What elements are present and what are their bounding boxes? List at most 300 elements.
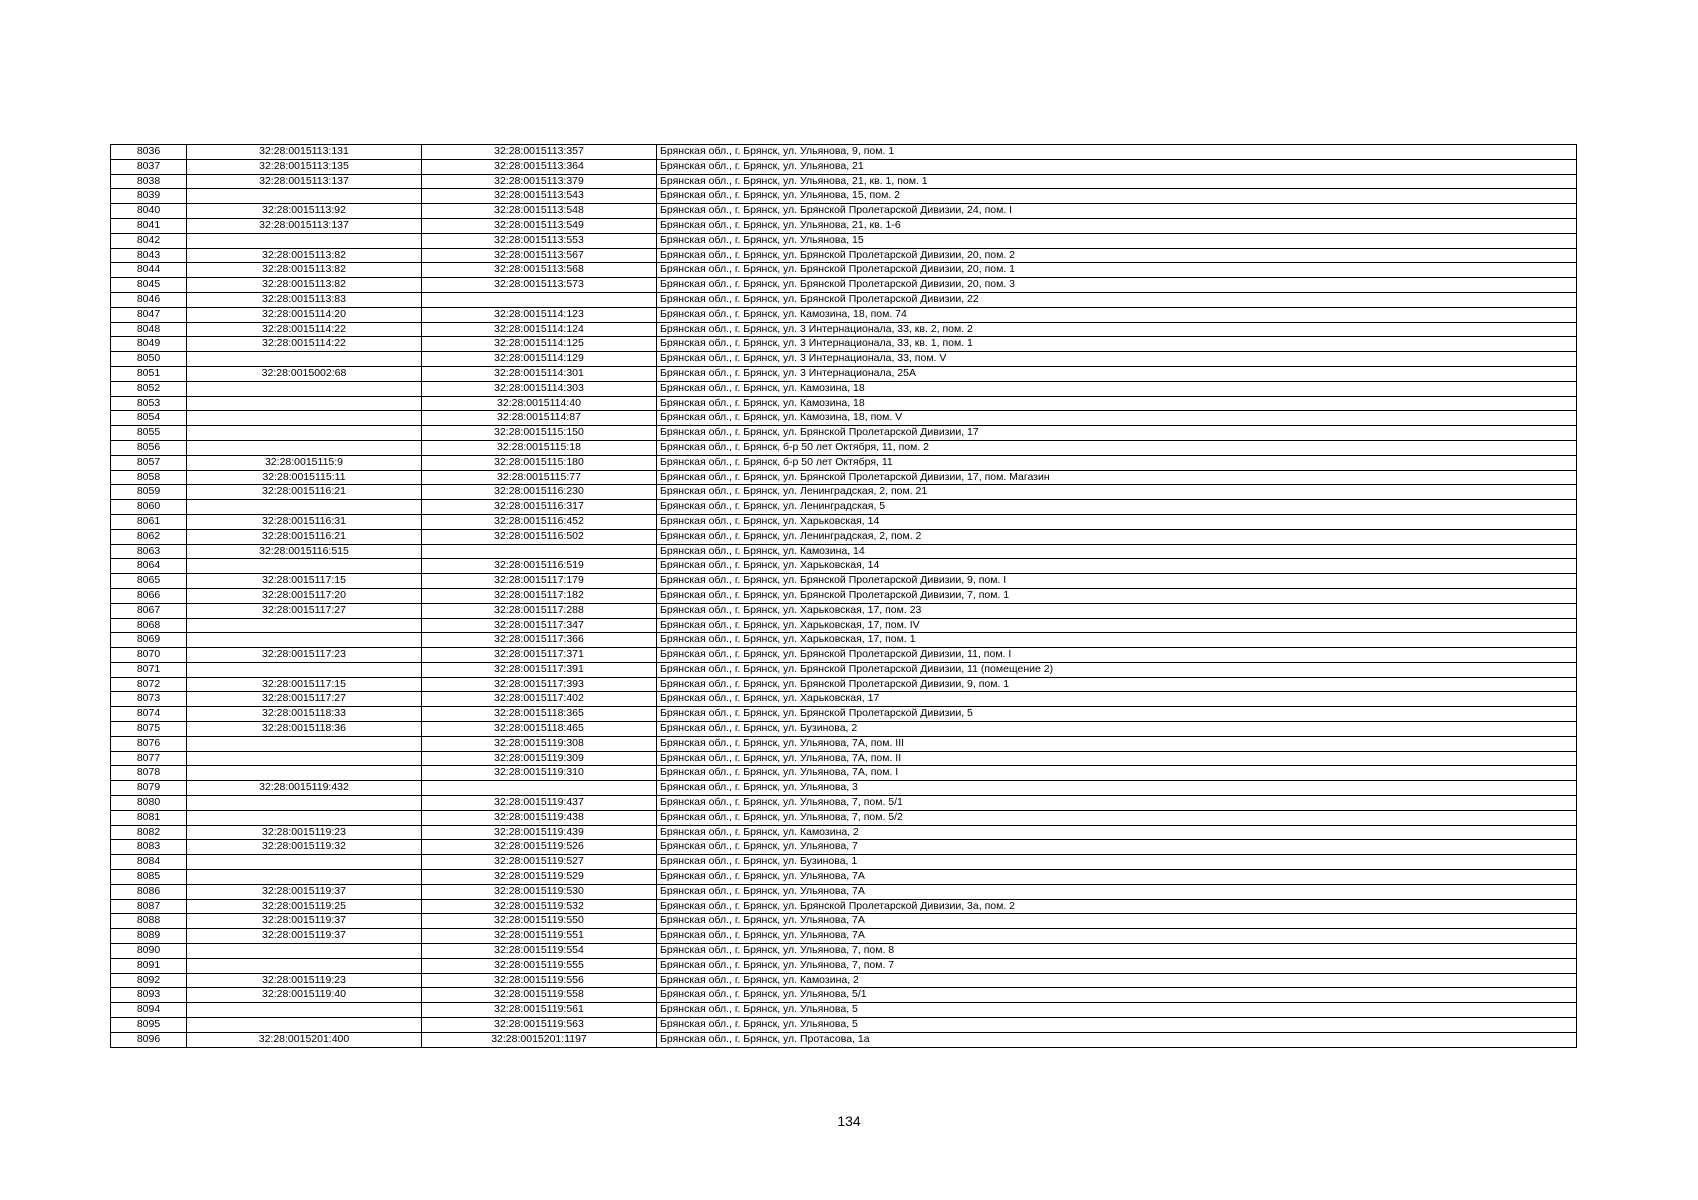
table-row [111, 707, 1577, 722]
land-cadastral-number-cell [187, 381, 422, 396]
row-number-cell: 8073 [111, 692, 187, 707]
object-cadastral-number-cell: 32:28:0015114:87 [422, 411, 657, 426]
address-cell: Брянская обл., г. Брянск, ул. Ульянова, 5/1 [657, 988, 1577, 1003]
table-row [111, 470, 1577, 485]
table-row [111, 145, 1577, 160]
land-cadastral-number-cell [187, 766, 422, 781]
row-number-cell: 8059 [111, 485, 187, 500]
table-row [111, 337, 1577, 352]
address-cell: Брянская обл., г. Брянск, ул. Ульянова, 7, пом. 5/2 [657, 810, 1577, 825]
address-cell: Брянская обл., г. Брянск, ул. Бузинова, 1 [657, 855, 1577, 870]
address-cell: Брянская обл., г. Брянск, б-р 50 лет Октября, 11 [657, 455, 1577, 470]
object-cadastral-number-cell: 32:28:0015117:182 [422, 588, 657, 603]
address-cell: Брянская обл., г. Брянск, ул. Брянской Пролетарской Дивизии, 22 [657, 292, 1577, 307]
land-cadastral-number-cell [187, 751, 422, 766]
land-cadastral-number-cell: 32:28:0015114:20 [187, 307, 422, 322]
land-cadastral-number-cell [187, 870, 422, 885]
land-cadastral-number-cell [187, 440, 422, 455]
object-cadastral-number-cell: 32:28:0015201:1197 [422, 1032, 657, 1047]
row-number-cell: 8087 [111, 899, 187, 914]
table-row [111, 159, 1577, 174]
land-cadastral-number-cell [187, 618, 422, 633]
land-cadastral-number-cell [187, 810, 422, 825]
table-row [111, 559, 1577, 574]
table-row [111, 204, 1577, 219]
object-cadastral-number-cell: 32:28:0015114:303 [422, 381, 657, 396]
object-cadastral-number-cell: 32:28:0015119:310 [422, 766, 657, 781]
object-cadastral-number-cell: 32:28:0015119:550 [422, 914, 657, 929]
address-cell: Брянская обл., г. Брянск, ул. Ульянова, 7А, пом. II [657, 751, 1577, 766]
address-cell: Брянская обл., г. Брянск, ул. Ульянова, 3 [657, 781, 1577, 796]
table-row [111, 514, 1577, 529]
table-row [111, 899, 1577, 914]
object-cadastral-number-cell: 32:28:0015117:179 [422, 574, 657, 589]
land-cadastral-number-cell [187, 1018, 422, 1033]
table-row [111, 944, 1577, 959]
address-cell: Брянская обл., г. Брянск, б-р 50 лет Октября, 11, пом. 2 [657, 440, 1577, 455]
table-row [111, 781, 1577, 796]
row-number-cell: 8039 [111, 189, 187, 204]
object-cadastral-number-cell: 32:28:0015119:529 [422, 870, 657, 885]
table-row [111, 292, 1577, 307]
row-number-cell: 8074 [111, 707, 187, 722]
object-cadastral-number-cell: 32:28:0015115:77 [422, 470, 657, 485]
object-cadastral-number-cell: 32:28:0015119:438 [422, 810, 657, 825]
row-number-cell: 8081 [111, 810, 187, 825]
land-cadastral-number-cell: 32:28:0015117:20 [187, 588, 422, 603]
table-row [111, 722, 1577, 737]
land-cadastral-number-cell: 32:28:0015116:31 [187, 514, 422, 529]
object-cadastral-number-cell: 32:28:0015114:124 [422, 322, 657, 337]
row-number-cell: 8080 [111, 796, 187, 811]
row-number-cell: 8042 [111, 233, 187, 248]
row-number-cell: 8036 [111, 145, 187, 160]
land-cadastral-number-cell: 32:28:0015002:68 [187, 366, 422, 381]
object-cadastral-number-cell: 32:28:0015119:561 [422, 1003, 657, 1018]
object-cadastral-number-cell: 32:28:0015113:548 [422, 204, 657, 219]
row-number-cell: 8096 [111, 1032, 187, 1047]
address-cell: Брянская обл., г. Брянск, ул. Ульянова, 7А, пом. III [657, 736, 1577, 751]
object-cadastral-number-cell: 32:28:0015119:308 [422, 736, 657, 751]
table-row [111, 485, 1577, 500]
object-cadastral-number-cell: 32:28:0015113:553 [422, 233, 657, 248]
object-cadastral-number-cell: 32:28:0015119:563 [422, 1018, 657, 1033]
row-number-cell: 8086 [111, 884, 187, 899]
table-row [111, 411, 1577, 426]
address-cell: Брянская обл., г. Брянск, ул. Брянской Пролетарской Дивизии, 9, пом. I [657, 574, 1577, 589]
object-cadastral-number-cell: 32:28:0015119:551 [422, 929, 657, 944]
address-cell: Брянская обл., г. Брянск, ул. Протасова, 1а [657, 1032, 1577, 1047]
row-number-cell: 8067 [111, 603, 187, 618]
object-cadastral-number-cell: 32:28:0015115:18 [422, 440, 657, 455]
object-cadastral-number-cell: 32:28:0015113:364 [422, 159, 657, 174]
table-row [111, 1018, 1577, 1033]
land-cadastral-number-cell: 32:28:0015113:82 [187, 278, 422, 293]
address-cell: Брянская обл., г. Брянск, ул. Ленинградская, 5 [657, 500, 1577, 515]
row-number-cell: 8090 [111, 944, 187, 959]
address-cell: Брянская обл., г. Брянск, ул. Ульянова, 15 [657, 233, 1577, 248]
table-row [111, 500, 1577, 515]
row-number-cell: 8077 [111, 751, 187, 766]
row-number-cell: 8060 [111, 500, 187, 515]
address-cell: Брянская обл., г. Брянск, ул. Харьковская, 14 [657, 514, 1577, 529]
object-cadastral-number-cell: 32:28:0015119:555 [422, 958, 657, 973]
address-cell: Брянская обл., г. Брянск, ул. Брянской Пролетарской Дивизии, 17 [657, 426, 1577, 441]
address-cell: Брянская обл., г. Брянск, ул. Ульянова, 9, пом. 1 [657, 145, 1577, 160]
table-row [111, 692, 1577, 707]
object-cadastral-number-cell: 32:28:0015117:347 [422, 618, 657, 633]
table-row [111, 307, 1577, 322]
land-cadastral-number-cell: 32:28:0015119:40 [187, 988, 422, 1003]
land-cadastral-number-cell [187, 500, 422, 515]
address-cell: Брянская обл., г. Брянск, ул. Ленинградская, 2, пом. 21 [657, 485, 1577, 500]
table-row [111, 766, 1577, 781]
row-number-cell: 8051 [111, 366, 187, 381]
land-cadastral-number-cell [187, 189, 422, 204]
row-number-cell: 8070 [111, 648, 187, 663]
land-cadastral-number-cell: 32:28:0015119:32 [187, 840, 422, 855]
address-cell: Брянская обл., г. Брянск, ул. Ульянова, 5 [657, 1018, 1577, 1033]
object-cadastral-number-cell: 32:28:0015119:309 [422, 751, 657, 766]
row-number-cell: 8038 [111, 174, 187, 189]
row-number-cell: 8075 [111, 722, 187, 737]
address-cell: Брянская обл., г. Брянск, ул. Ульянова, 15, пом. 2 [657, 189, 1577, 204]
land-cadastral-number-cell: 32:28:0015115:11 [187, 470, 422, 485]
table-row [111, 662, 1577, 677]
table-row [111, 810, 1577, 825]
address-cell: Брянская обл., г. Брянск, ул. Ульянова, 7А [657, 884, 1577, 899]
land-cadastral-number-cell [187, 396, 422, 411]
table-row [111, 233, 1577, 248]
object-cadastral-number-cell: 32:28:0015119:556 [422, 973, 657, 988]
row-number-cell: 8072 [111, 677, 187, 692]
address-cell: Брянская обл., г. Брянск, ул. Камозина, 2 [657, 825, 1577, 840]
land-cadastral-number-cell [187, 233, 422, 248]
object-cadastral-number-cell: 32:28:0015117:366 [422, 633, 657, 648]
address-cell: Брянская обл., г. Брянск, ул. Ульянова, 7А [657, 870, 1577, 885]
table-row [111, 396, 1577, 411]
row-number-cell: 8053 [111, 396, 187, 411]
object-cadastral-number-cell: 32:28:0015119:530 [422, 884, 657, 899]
address-cell: Брянская обл., г. Брянск, ул. Камозина, 18 [657, 396, 1577, 411]
table-row [111, 381, 1577, 396]
land-cadastral-number-cell: 32:28:0015114:22 [187, 337, 422, 352]
row-number-cell: 8093 [111, 988, 187, 1003]
land-cadastral-number-cell: 32:28:0015116:515 [187, 544, 422, 559]
object-cadastral-number-cell: 32:28:0015119:532 [422, 899, 657, 914]
address-cell: Брянская обл., г. Брянск, ул. Харьковская, 14 [657, 559, 1577, 574]
table-row [111, 648, 1577, 663]
table-row [111, 426, 1577, 441]
row-number-cell: 8058 [111, 470, 187, 485]
land-cadastral-number-cell [187, 944, 422, 959]
land-cadastral-number-cell: 32:28:0015119:37 [187, 884, 422, 899]
row-number-cell: 8095 [111, 1018, 187, 1033]
object-cadastral-number-cell: 32:28:0015113:549 [422, 218, 657, 233]
address-cell: Брянская обл., г. Брянск, ул. Ульянова, 7 [657, 840, 1577, 855]
address-cell: Брянская обл., г. Брянск, ул. Брянской Пролетарской Дивизии, 11 (помещение 2) [657, 662, 1577, 677]
land-cadastral-number-cell: 32:28:0015113:137 [187, 218, 422, 233]
table-row [111, 574, 1577, 589]
address-cell: Брянская обл., г. Брянск, ул. Ульянова, 21, кв. 1-6 [657, 218, 1577, 233]
land-cadastral-number-cell [187, 633, 422, 648]
land-cadastral-number-cell [187, 426, 422, 441]
table-row [111, 677, 1577, 692]
object-cadastral-number-cell: 32:28:0015114:123 [422, 307, 657, 322]
table-row [111, 796, 1577, 811]
address-cell: Брянская обл., г. Брянск, ул. Камозина, 18, пом. 74 [657, 307, 1577, 322]
address-cell: Брянская обл., г. Брянск, ул. 3 Интернационала, 33, пом. V [657, 352, 1577, 367]
object-cadastral-number-cell: 32:28:0015116:502 [422, 529, 657, 544]
object-cadastral-number-cell: 32:28:0015114:125 [422, 337, 657, 352]
table-row [111, 529, 1577, 544]
land-cadastral-number-cell: 32:28:0015117:27 [187, 603, 422, 618]
address-cell: Брянская обл., г. Брянск, ул. Камозина, 18, пом. V [657, 411, 1577, 426]
address-cell: Брянская обл., г. Брянск, ул. Брянской Пролетарской Дивизии, 24, пом. I [657, 204, 1577, 219]
land-cadastral-number-cell: 32:28:0015113:82 [187, 263, 422, 278]
table-row [111, 544, 1577, 559]
land-cadastral-number-cell: 32:28:0015201:400 [187, 1032, 422, 1047]
table-row [111, 825, 1577, 840]
land-cadastral-number-cell: 32:28:0015113:92 [187, 204, 422, 219]
land-cadastral-number-cell: 32:28:0015118:36 [187, 722, 422, 737]
row-number-cell: 8082 [111, 825, 187, 840]
row-number-cell: 8056 [111, 440, 187, 455]
address-cell: Брянская обл., г. Брянск, ул. Ульянова, 7А [657, 914, 1577, 929]
object-cadastral-number-cell: 32:28:0015119:558 [422, 988, 657, 1003]
row-number-cell: 8046 [111, 292, 187, 307]
object-cadastral-number-cell: 32:28:0015117:391 [422, 662, 657, 677]
land-cadastral-number-cell [187, 559, 422, 574]
table-row [111, 189, 1577, 204]
address-cell: Брянская обл., г. Брянск, ул. Брянской Пролетарской Дивизии, 17, пом. Магазин [657, 470, 1577, 485]
table-row [111, 855, 1577, 870]
land-cadastral-number-cell: 32:28:0015117:23 [187, 648, 422, 663]
address-cell: Брянская обл., г. Брянск, ул. Брянской Пролетарской Дивизии, 3а, пом. 2 [657, 899, 1577, 914]
row-number-cell: 8062 [111, 529, 187, 544]
object-cadastral-number-cell: 32:28:0015113:379 [422, 174, 657, 189]
land-cadastral-number-cell [187, 958, 422, 973]
table-row [111, 455, 1577, 470]
address-cell: Брянская обл., г. Брянск, ул. Ульянова, 7, пом. 5/1 [657, 796, 1577, 811]
address-cell: Брянская обл., г. Брянск, ул. Ульянова, 7, пом. 8 [657, 944, 1577, 959]
object-cadastral-number-cell: 32:28:0015114:301 [422, 366, 657, 381]
land-cadastral-number-cell [187, 662, 422, 677]
row-number-cell: 8083 [111, 840, 187, 855]
object-cadastral-number-cell: 32:28:0015117:371 [422, 648, 657, 663]
row-number-cell: 8094 [111, 1003, 187, 1018]
land-cadastral-number-cell [187, 1003, 422, 1018]
object-cadastral-number-cell: 32:28:0015117:393 [422, 677, 657, 692]
table-row [111, 278, 1577, 293]
object-cadastral-number-cell: 32:28:0015116:452 [422, 514, 657, 529]
land-cadastral-number-cell: 32:28:0015119:37 [187, 929, 422, 944]
row-number-cell: 8037 [111, 159, 187, 174]
table-row [111, 174, 1577, 189]
table-row [111, 973, 1577, 988]
row-number-cell: 8068 [111, 618, 187, 633]
table-row [111, 218, 1577, 233]
row-number-cell: 8061 [111, 514, 187, 529]
land-cadastral-number-cell [187, 411, 422, 426]
land-cadastral-number-cell [187, 796, 422, 811]
row-number-cell: 8050 [111, 352, 187, 367]
row-number-cell: 8066 [111, 588, 187, 603]
address-cell: Брянская обл., г. Брянск, ул. Брянской Пролетарской Дивизии, 11, пом. I [657, 648, 1577, 663]
object-cadastral-number-cell [422, 544, 657, 559]
land-cadastral-number-cell [187, 352, 422, 367]
address-cell: Брянская обл., г. Брянск, ул. Брянской Пролетарской Дивизии, 20, пом. 3 [657, 278, 1577, 293]
object-cadastral-number-cell: 32:28:0015114:129 [422, 352, 657, 367]
land-cadastral-number-cell: 32:28:0015119:432 [187, 781, 422, 796]
land-cadastral-number-cell: 32:28:0015119:25 [187, 899, 422, 914]
row-number-cell: 8084 [111, 855, 187, 870]
object-cadastral-number-cell: 32:28:0015119:437 [422, 796, 657, 811]
address-cell: Брянская обл., г. Брянск, ул. Харьковская, 17 [657, 692, 1577, 707]
address-cell: Брянская обл., г. Брянск, ул. Ульянова, 21 [657, 159, 1577, 174]
land-cadastral-number-cell: 32:28:0015117:15 [187, 574, 422, 589]
row-number-cell: 8057 [111, 455, 187, 470]
land-cadastral-number-cell [187, 736, 422, 751]
row-number-cell: 8092 [111, 973, 187, 988]
address-cell: Брянская обл., г. Брянск, ул. 3 Интернационала, 33, кв. 1, пом. 1 [657, 337, 1577, 352]
table-row [111, 440, 1577, 455]
object-cadastral-number-cell: 32:28:0015113:543 [422, 189, 657, 204]
row-number-cell: 8065 [111, 574, 187, 589]
object-cadastral-number-cell: 32:28:0015116:519 [422, 559, 657, 574]
table-row [111, 366, 1577, 381]
table-row [111, 248, 1577, 263]
object-cadastral-number-cell: 32:28:0015119:527 [422, 855, 657, 870]
address-cell: Брянская обл., г. Брянск, ул. Ульянова, 7А, пом. I [657, 766, 1577, 781]
address-cell: Брянская обл., г. Брянск, ул. Ульянова, 5 [657, 1003, 1577, 1018]
address-cell: Брянская обл., г. Брянск, ул. Харьковская, 17, пом. 23 [657, 603, 1577, 618]
object-cadastral-number-cell: 32:28:0015119:439 [422, 825, 657, 840]
object-cadastral-number-cell: 32:28:0015113:568 [422, 263, 657, 278]
object-cadastral-number-cell: 32:28:0015119:554 [422, 944, 657, 959]
table-row [111, 870, 1577, 885]
row-number-cell: 8079 [111, 781, 187, 796]
table-row [111, 618, 1577, 633]
object-cadastral-number-cell: 32:28:0015117:288 [422, 603, 657, 618]
address-cell: Брянская обл., г. Брянск, ул. Ленинградская, 2, пом. 2 [657, 529, 1577, 544]
object-cadastral-number-cell: 32:28:0015115:150 [422, 426, 657, 441]
address-cell: Брянская обл., г. Брянск, ул. Брянской Пролетарской Дивизии, 20, пом. 1 [657, 263, 1577, 278]
table-row [111, 914, 1577, 929]
land-cadastral-number-cell: 32:28:0015119:37 [187, 914, 422, 929]
row-number-cell: 8089 [111, 929, 187, 944]
address-cell: Брянская обл., г. Брянск, ул. 3 Интернационала, 33, кв. 2, пом. 2 [657, 322, 1577, 337]
land-cadastral-number-cell: 32:28:0015114:22 [187, 322, 422, 337]
object-cadastral-number-cell: 32:28:0015117:402 [422, 692, 657, 707]
row-number-cell: 8063 [111, 544, 187, 559]
land-cadastral-number-cell: 32:28:0015115:9 [187, 455, 422, 470]
row-number-cell: 8071 [111, 662, 187, 677]
row-number-cell: 8085 [111, 870, 187, 885]
row-number-cell: 8045 [111, 278, 187, 293]
row-number-cell: 8052 [111, 381, 187, 396]
object-cadastral-number-cell [422, 292, 657, 307]
address-cell: Брянская обл., г. Брянск, ул. Бузинова, 2 [657, 722, 1577, 737]
table-row [111, 603, 1577, 618]
row-number-cell: 8069 [111, 633, 187, 648]
address-cell: Брянская обл., г. Брянск, ул. Ульянова, 7, пом. 7 [657, 958, 1577, 973]
table-row [111, 929, 1577, 944]
land-cadastral-number-cell: 32:28:0015119:23 [187, 973, 422, 988]
land-cadastral-number-cell: 32:28:0015118:33 [187, 707, 422, 722]
row-number-cell: 8048 [111, 322, 187, 337]
row-number-cell: 8064 [111, 559, 187, 574]
object-cadastral-number-cell: 32:28:0015113:573 [422, 278, 657, 293]
row-number-cell: 8040 [111, 204, 187, 219]
address-cell: Брянская обл., г. Брянск, ул. Камозина, 2 [657, 973, 1577, 988]
address-cell: Брянская обл., г. Брянск, ул. Брянской Пролетарской Дивизии, 7, пом. 1 [657, 588, 1577, 603]
table-row [111, 958, 1577, 973]
row-number-cell: 8043 [111, 248, 187, 263]
row-number-cell: 8055 [111, 426, 187, 441]
object-cadastral-number-cell: 32:28:0015113:357 [422, 145, 657, 160]
address-cell: Брянская обл., г. Брянск, ул. Харьковская, 17, пом. IV [657, 618, 1577, 633]
row-number-cell: 8041 [111, 218, 187, 233]
table-row [111, 633, 1577, 648]
table-row [111, 751, 1577, 766]
row-number-cell: 8088 [111, 914, 187, 929]
object-cadastral-number-cell: 32:28:0015119:526 [422, 840, 657, 855]
address-cell: Брянская обл., г. Брянск, ул. Брянской Пролетарской Дивизии, 9, пом. 1 [657, 677, 1577, 692]
table-row [111, 322, 1577, 337]
object-cadastral-number-cell: 32:28:0015116:317 [422, 500, 657, 515]
registry-table [110, 144, 1577, 1048]
row-number-cell: 8049 [111, 337, 187, 352]
table-row [111, 840, 1577, 855]
land-cadastral-number-cell: 32:28:0015116:21 [187, 485, 422, 500]
address-cell: Брянская обл., г. Брянск, ул. Брянской Пролетарской Дивизии, 5 [657, 707, 1577, 722]
object-cadastral-number-cell [422, 781, 657, 796]
object-cadastral-number-cell: 32:28:0015113:567 [422, 248, 657, 263]
table-row [111, 352, 1577, 367]
table-row [111, 884, 1577, 899]
land-cadastral-number-cell [187, 855, 422, 870]
object-cadastral-number-cell: 32:28:0015118:465 [422, 722, 657, 737]
address-cell: Брянская обл., г. Брянск, ул. Ульянова, 21, кв. 1, пом. 1 [657, 174, 1577, 189]
table-row [111, 588, 1577, 603]
row-number-cell: 8044 [111, 263, 187, 278]
row-number-cell: 8078 [111, 766, 187, 781]
land-cadastral-number-cell: 32:28:0015113:82 [187, 248, 422, 263]
object-cadastral-number-cell: 32:28:0015116:230 [422, 485, 657, 500]
object-cadastral-number-cell: 32:28:0015114:40 [422, 396, 657, 411]
land-cadastral-number-cell: 32:28:0015116:21 [187, 529, 422, 544]
table-row [111, 736, 1577, 751]
address-cell: Брянская обл., г. Брянск, ул. Камозина, 18 [657, 381, 1577, 396]
registry-table-body [111, 145, 1577, 1048]
table-row [111, 988, 1577, 1003]
row-number-cell: 8076 [111, 736, 187, 751]
land-cadastral-number-cell: 32:28:0015113:137 [187, 174, 422, 189]
address-cell: Брянская обл., г. Брянск, ул. Ульянова, 7А [657, 929, 1577, 944]
address-cell: Брянская обл., г. Брянск, ул. Камозина, 14 [657, 544, 1577, 559]
table-row [111, 263, 1577, 278]
page-number: 134 [837, 1113, 861, 1129]
land-cadastral-number-cell: 32:28:0015113:135 [187, 159, 422, 174]
land-cadastral-number-cell: 32:28:0015117:15 [187, 677, 422, 692]
land-cadastral-number-cell: 32:28:0015117:27 [187, 692, 422, 707]
address-cell: Брянская обл., г. Брянск, ул. Брянской Пролетарской Дивизии, 20, пом. 2 [657, 248, 1577, 263]
row-number-cell: 8091 [111, 958, 187, 973]
table-row [111, 1032, 1577, 1047]
row-number-cell: 8054 [111, 411, 187, 426]
table-row [111, 1003, 1577, 1018]
